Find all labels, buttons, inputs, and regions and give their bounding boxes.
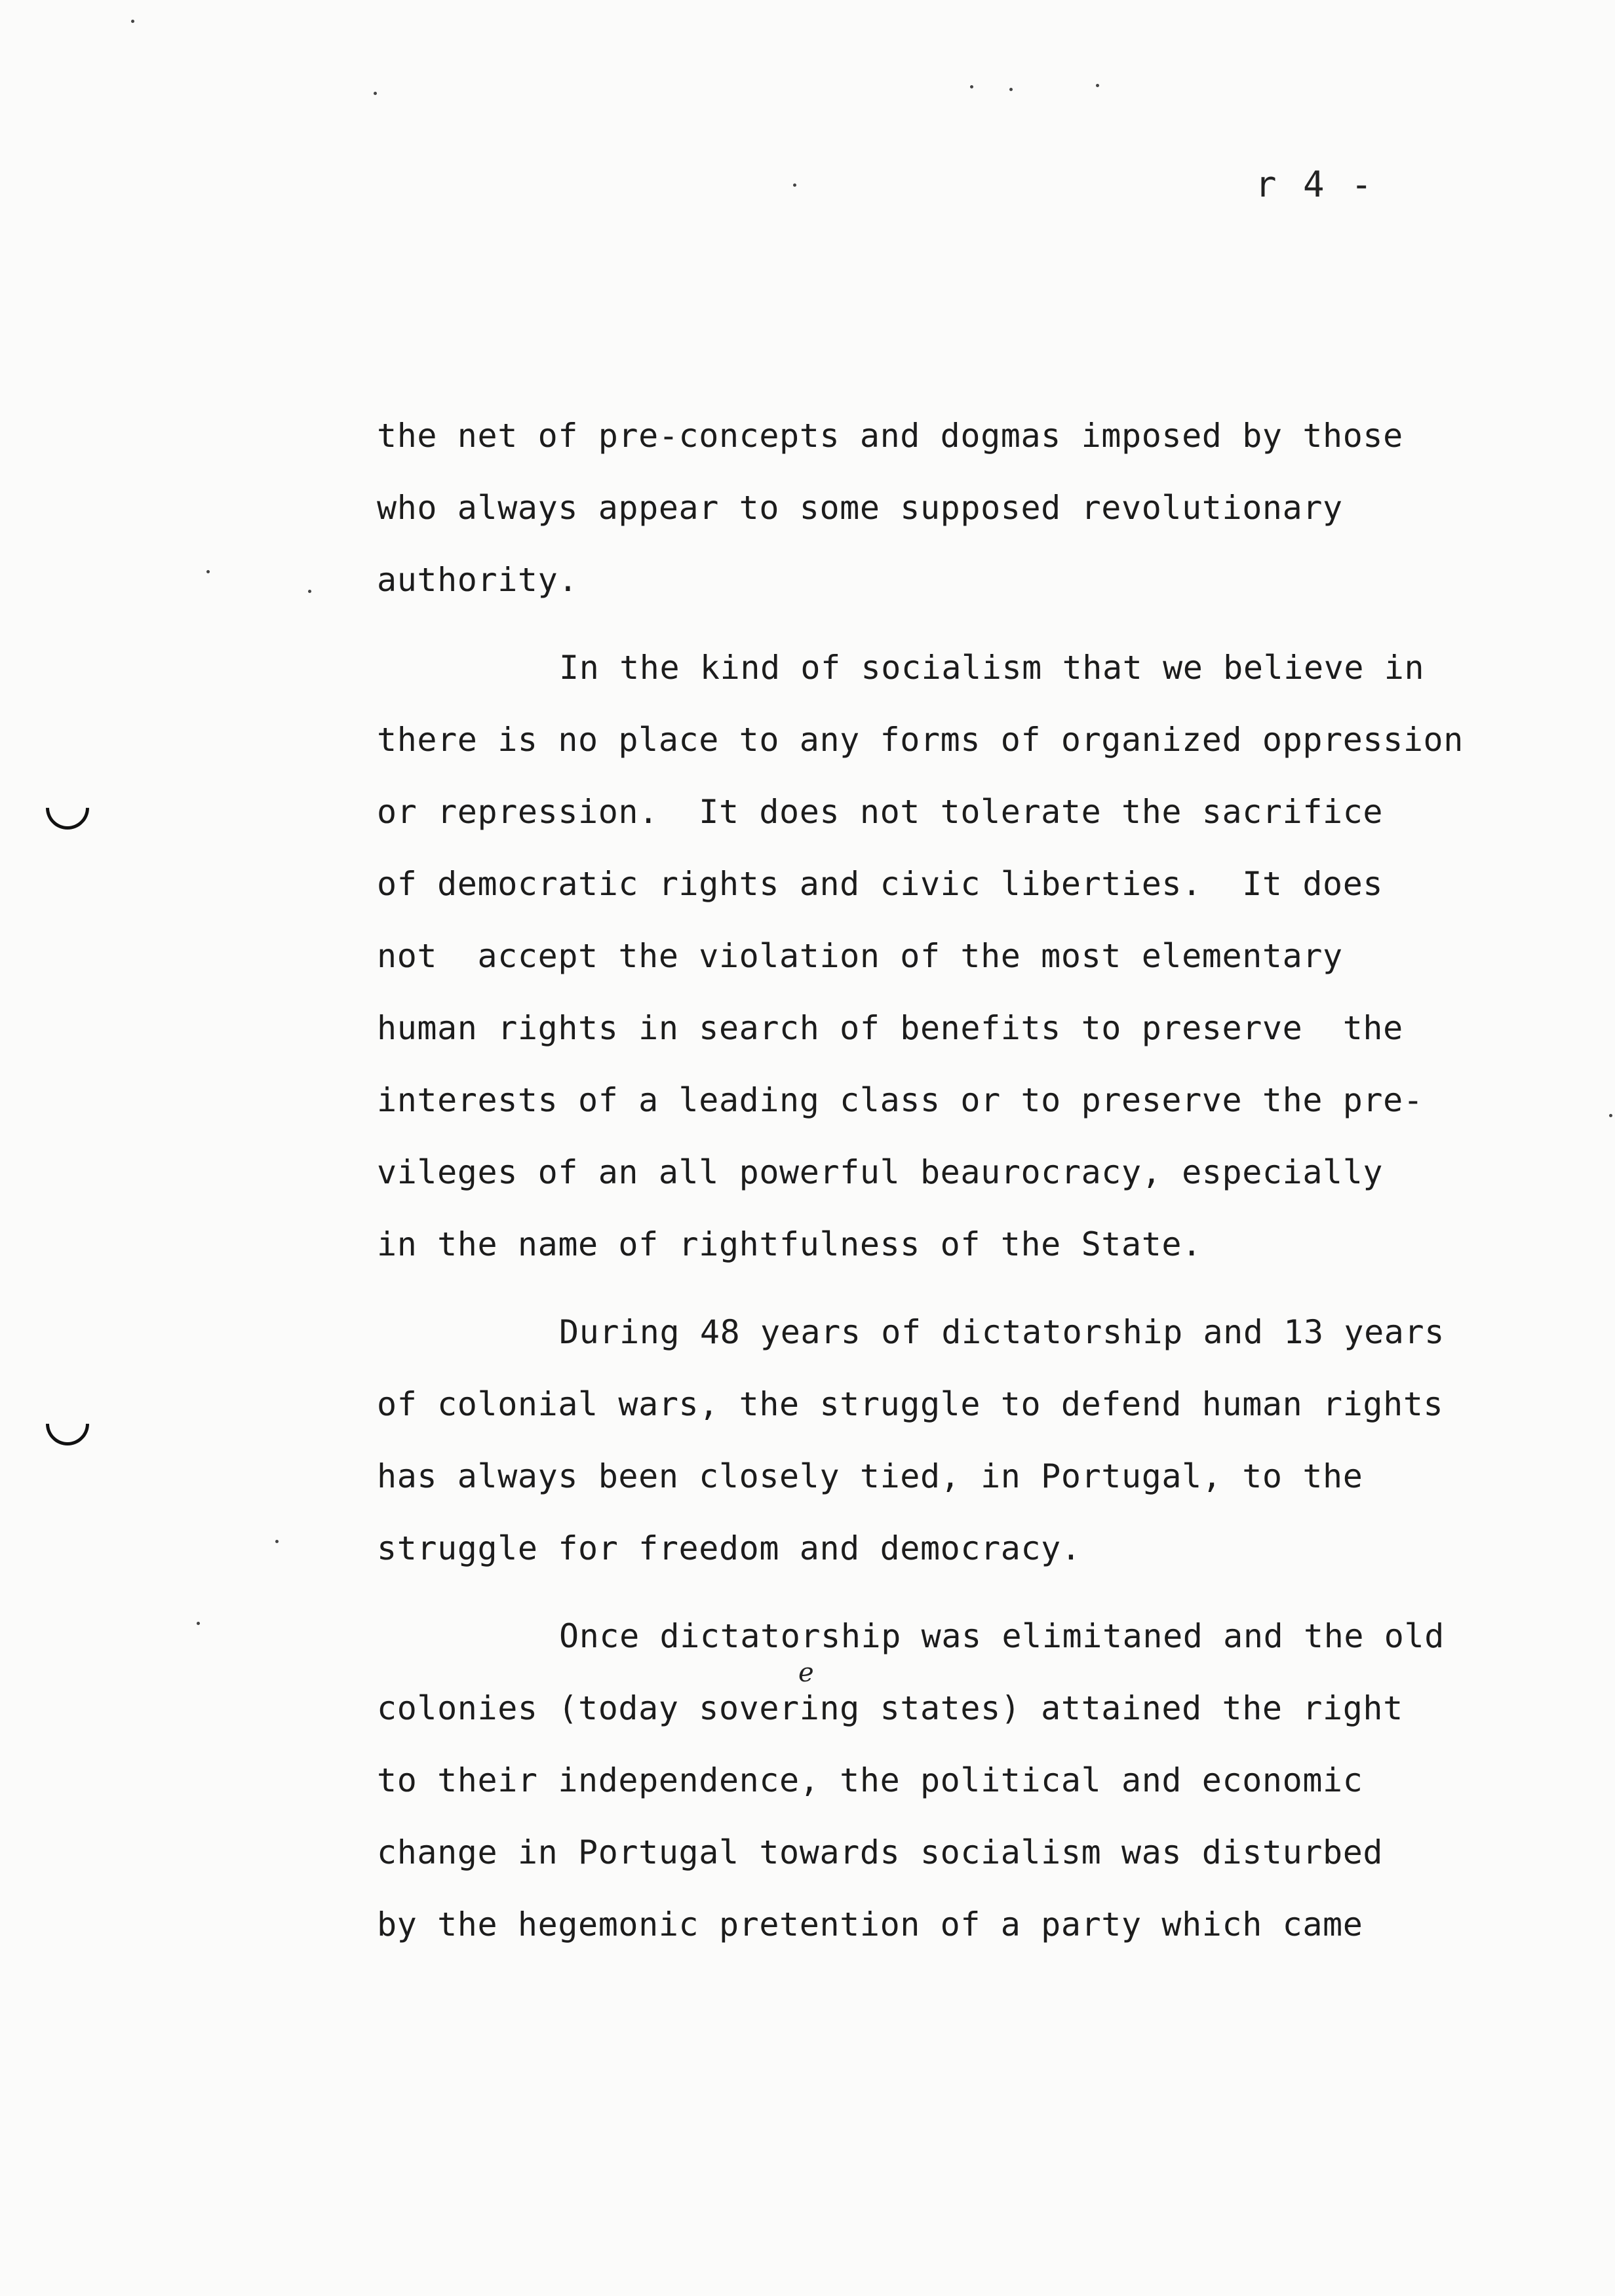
scan-speck	[1009, 88, 1013, 91]
text-line: the net of pre-concepts and dogmas imposed by those	[377, 417, 1403, 455]
scan-speck	[131, 20, 134, 23]
scan-speck	[197, 1622, 200, 1625]
text-line: colonies (today sovering states) attained the right	[377, 1689, 1403, 1727]
paragraph-1	[377, 400, 1491, 616]
text-line: authority.	[377, 561, 579, 599]
punch-hole-mark	[37, 1393, 98, 1454]
text-line: by the hegemonic pretention of a party which came	[377, 1905, 1363, 1943]
scan-speck	[374, 92, 377, 95]
page-number: r 4 -	[1255, 164, 1375, 205]
scan-speck	[970, 85, 973, 88]
scan-speck	[308, 590, 311, 593]
punch-hole-mark	[37, 777, 98, 838]
scan-speck	[206, 570, 210, 573]
text-line: has always been closely tied, in Portugal, to the	[377, 1457, 1363, 1495]
text-line: struggle for freedom and democracy.	[377, 1529, 1081, 1567]
text-line: to their independence, the political and economic	[377, 1761, 1363, 1799]
scan-speck	[1609, 1114, 1612, 1117]
paragraph-2	[377, 632, 1491, 1280]
text-line: change in Portugal towards socialism was disturbed	[377, 1833, 1384, 1871]
text-line: vileges of an all powerful beaurocracy, especially	[377, 1153, 1384, 1191]
paragraph-3	[377, 1296, 1491, 1584]
handwritten-correction: e	[798, 1658, 814, 1688]
paragraph-4	[377, 1600, 1491, 1961]
text-line: of democratic rights and civic liberties. It does	[377, 865, 1384, 903]
text-line: Once dictatorship was elimitaned and the old	[559, 1617, 1445, 1655]
scan-speck	[275, 1540, 279, 1543]
text-line: or repression. It does not tolerate the sacrifice	[377, 793, 1384, 831]
text-line: During 48 years of dictatorship and 13 years	[559, 1313, 1445, 1351]
text-line: in the name of rightfulness of the State.	[377, 1225, 1202, 1263]
text-line: of colonial wars, the struggle to defend human rights	[377, 1385, 1444, 1423]
text-line: who always appear to some supposed revolutionary	[377, 489, 1343, 527]
body-text	[377, 400, 1491, 1961]
scan-speck	[793, 183, 796, 187]
text-line: there is no place to any forms of organized oppression	[377, 721, 1464, 759]
text-line: interests of a leading class or to preserve the pre-	[377, 1081, 1424, 1119]
text-line: In the kind of socialism that we believe in	[559, 649, 1425, 687]
text-line: human rights in search of benefits to preserve the	[377, 1009, 1403, 1047]
text-line: not accept the violation of the most elementary	[377, 937, 1343, 975]
scan-speck	[1096, 84, 1099, 87]
